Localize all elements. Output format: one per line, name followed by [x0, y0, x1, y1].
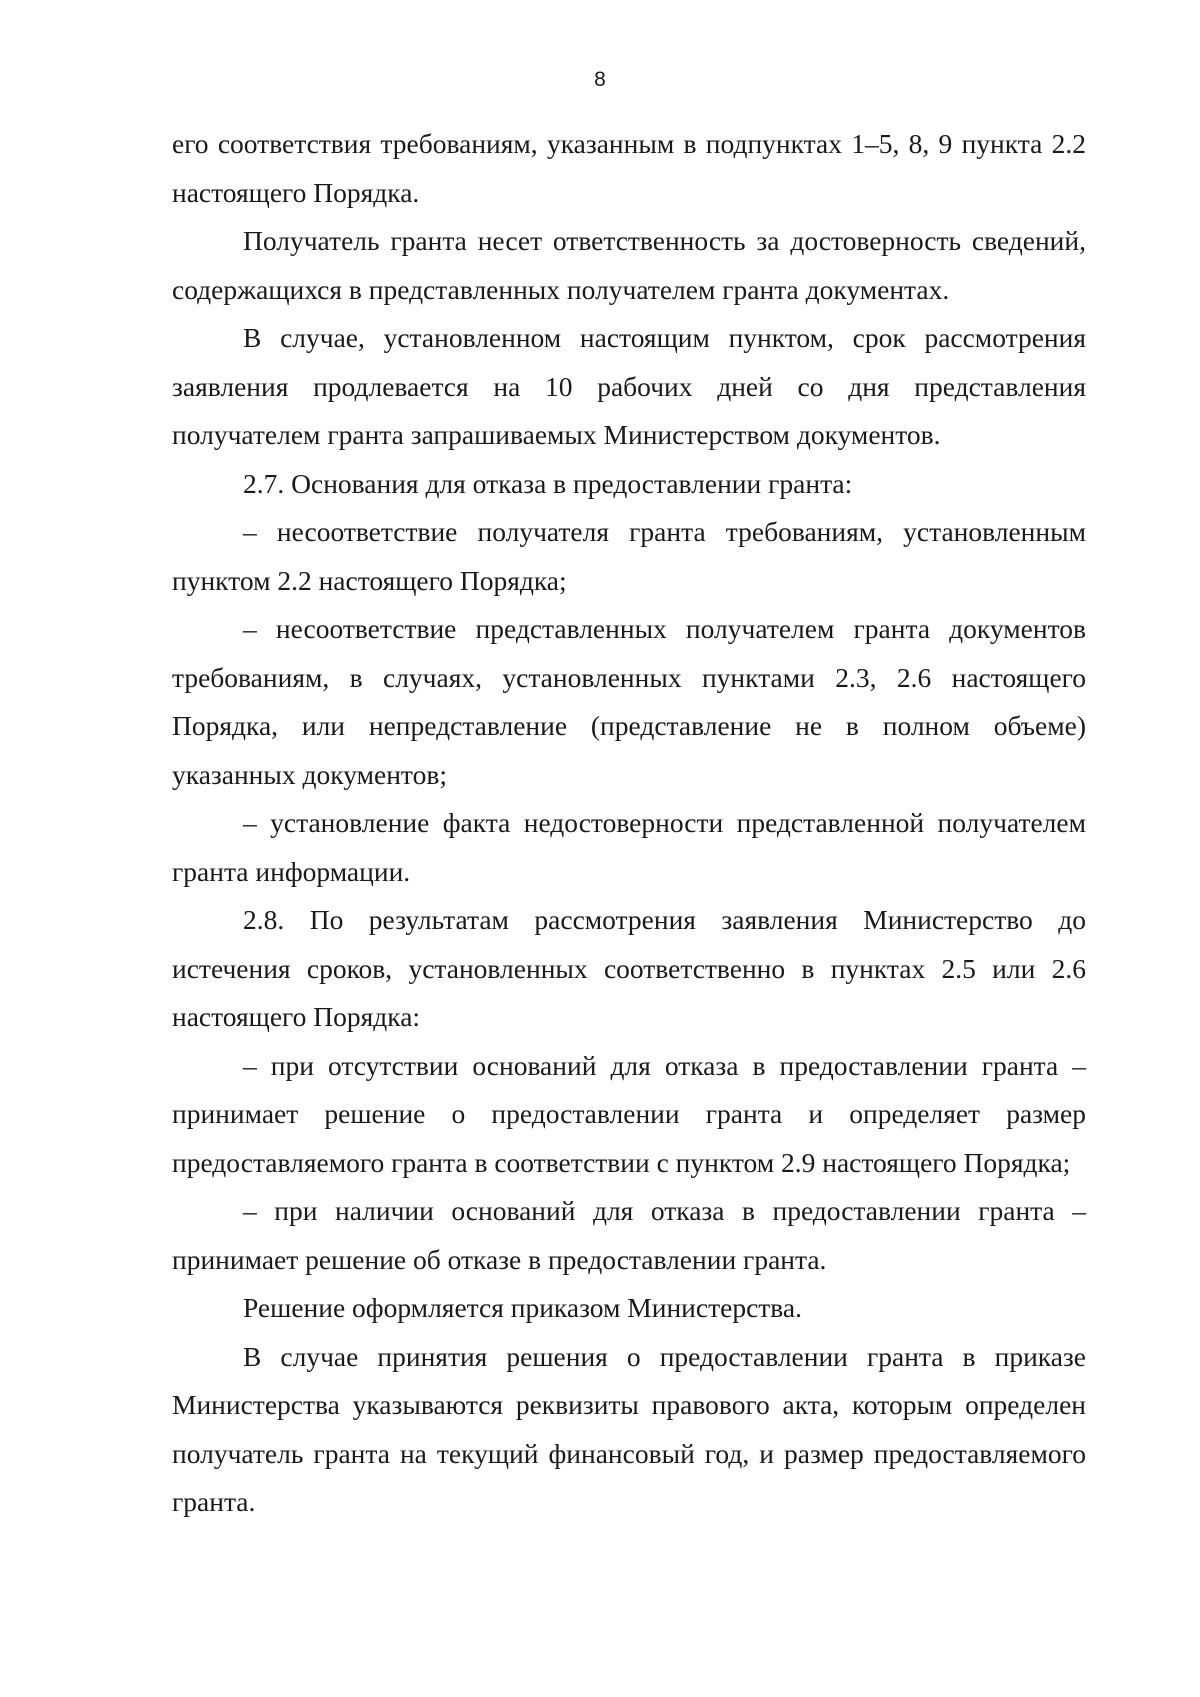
- list-item-refusal-2: – несоответствие представленных получателем гранта документов требованиям, в случаях, установленных пунктами 2.3, 2.6 настоящего Порядка, или непредставление (представление не в полном объеме) указанных документов;: [172, 613, 1086, 790]
- paragraph-continuation: его соответствия требованиям, указанным в подпунктах 1–5, 8, 9 пункта 2.2 настоящего Порядка.: [172, 128, 1086, 208]
- list-item-decision-grant: – при отсутствии оснований для отказа в предоставлении гранта – принимает решение о предоставлении гранта и определяет размер предоставляемого гранта в соответствии с пунктом 2.9 настоящего Порядка;: [172, 1049, 1086, 1178]
- paragraph-order: Решение оформляется приказом Министерства.: [243, 1292, 802, 1323]
- paragraph-responsibility: Получатель гранта несет ответственность за достоверность сведений, содержащихся в представленных получателем гранта документах.: [172, 225, 1086, 305]
- list-item-decision-refusal: – при наличии оснований для отказа в предоставлении гранта – принимает решение об отказе в предоставлении гранта.: [172, 1195, 1086, 1275]
- list-item-refusal-1: – несоответствие получателя гранта требованиям, установленным пунктом 2.2 настоящего Порядка;: [172, 516, 1086, 596]
- document-body: [172, 120, 1086, 1527]
- paragraph-order-details: В случае принятия решения о предоставлении гранта в приказе Министерства указываются реквизиты правового акта, которым определен получатель гранта на текущий финансовый год, и размер предоставляемого гранта.: [172, 1340, 1086, 1517]
- page-number: 8: [594, 68, 606, 91]
- list-item-refusal-3: – установление факта недостоверности представленной получателем гранта информации.: [172, 807, 1086, 887]
- paragraph-term-extension: В случае, установленном настоящим пунктом, срок рассмотрения заявления продлевается на 10 рабочих дней со дня представления получателем гранта запрашиваемых Министерством документов.: [172, 322, 1086, 450]
- paragraph-section-2-8: 2.8. По результатам рассмотрения заявления Министерство до истечения сроков, установленных соответственно в пунктах 2.5 или 2.6 настоящего Порядка:: [172, 904, 1086, 1032]
- paragraph-section-2-7: 2.7. Основания для отказа в предоставлении гранта:: [243, 467, 853, 499]
